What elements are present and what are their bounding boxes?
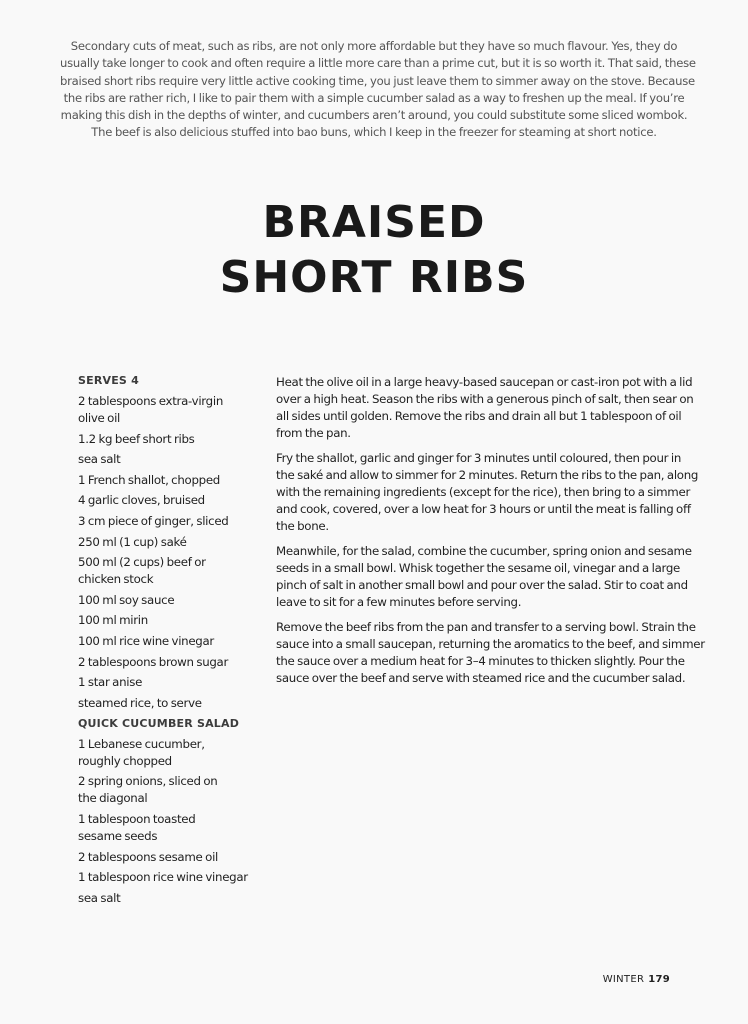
method-line: sauce into a small saucepan, returning the aromatics to the beef, and simmer xyxy=(276,637,705,651)
method-column xyxy=(276,374,705,695)
ingredient-line: 1 Lebanese cucumber, xyxy=(78,736,205,751)
ingredient-line: sea salt xyxy=(78,890,121,905)
ingredient-item xyxy=(78,869,258,886)
ingredient-list xyxy=(78,393,258,712)
method-line: and cook, covered, over a low heat for 3 hours or until the meat is falling off xyxy=(276,502,691,516)
ingredient-item xyxy=(78,633,258,650)
intro-line: braised short ribs require very little active cooking time, you just leave them to simmer away on the stove. Because xyxy=(60,73,695,88)
ingredient-item xyxy=(78,736,258,770)
ingredient-item xyxy=(78,849,258,866)
method-line: sauce over the beef and serve with steamed rice and the cucumber salad. xyxy=(276,671,686,685)
method-line: leave to sit for a few minutes before serving. xyxy=(276,595,522,609)
method-line: over a high heat. Season the ribs with a generous pinch of salt, then sear on xyxy=(276,392,694,406)
title-line: SHORT RIBS xyxy=(219,252,529,303)
ingredient-line: olive oil xyxy=(78,411,121,425)
ingredient-line: 2 spring onions, sliced on xyxy=(78,774,218,789)
ingredient-line: 1 tablespoon rice wine vinegar xyxy=(78,870,248,885)
method-line: the saké and allow to simmer for 2 minutes. Return the ribs to the pan, along xyxy=(276,468,699,482)
intro-paragraph xyxy=(60,38,696,142)
method-line: with the remaining ingredients (except for the rice), then bring to a simmer xyxy=(276,485,691,499)
ingredient-line: 250 ml (1 cup) saké xyxy=(78,534,187,549)
salad-heading: QUICK CUCUMBER SALAD xyxy=(78,716,240,730)
recipe-title xyxy=(0,195,748,305)
method-line: from the pan. xyxy=(276,426,351,440)
ingredient-item xyxy=(78,492,258,509)
footer-section: WINTER xyxy=(602,974,645,985)
ingredient-line: chicken stock xyxy=(78,572,154,587)
ingredient-item xyxy=(78,431,258,448)
page-number: 179 xyxy=(648,974,670,985)
ingredient-line: sea salt xyxy=(78,452,121,467)
ingredient-item xyxy=(78,890,258,907)
ingredient-line: 100 ml rice wine vinegar xyxy=(78,633,214,648)
method-line: Fry the shallot, garlic and ginger for 3 minutes until coloured, then pour in xyxy=(276,451,682,465)
title-line: BRAISED xyxy=(262,197,486,248)
method-line: Heat the olive oil in a large heavy-based saucepan or cast-iron pot with a lid xyxy=(276,375,693,389)
method-line: Meanwhile, for the salad, combine the cucumber, spring onion and sesame xyxy=(276,544,692,558)
ingredient-line: steamed rice, to serve xyxy=(78,695,202,710)
method-line: the sauce over a medium heat for 3–4 minutes to thicken slightly. Pour the xyxy=(276,654,685,668)
ingredient-line: 2 tablespoons extra-virgin xyxy=(78,394,223,408)
ingredient-line: 100 ml soy sauce xyxy=(78,592,175,607)
method-line: pinch of salt in another small bowl and pour over the salad. Stir to coat and xyxy=(276,578,688,592)
ingredient-item xyxy=(78,513,258,530)
ingredient-item xyxy=(78,612,258,629)
intro-line: the ribs are rather rich, I like to pair them with a simple cucumber salad as a way to freshen up the meal. If you’re xyxy=(63,90,685,105)
intro-line: usually take longer to cook and often require a little more care than a prime cut, but it is so worth it. That said, these xyxy=(60,56,696,71)
ingredient-line: the diagonal xyxy=(78,791,148,806)
ingredients-column xyxy=(78,373,258,910)
ingredient-line: 1.2 kg beef short ribs xyxy=(78,431,195,446)
method-line: the bone. xyxy=(276,519,329,533)
ingredient-item xyxy=(78,592,258,609)
serves-heading: SERVES 4 xyxy=(78,374,139,387)
salad-ingredient-list xyxy=(78,736,258,907)
ingredient-line: 100 ml mirin xyxy=(78,613,148,628)
ingredient-item xyxy=(78,554,258,588)
method-step xyxy=(276,543,692,611)
ingredient-line: 500 ml (2 cups) beef or xyxy=(78,555,206,570)
page-footer xyxy=(603,974,670,985)
ingredient-line: 1 French shallot, chopped xyxy=(78,472,220,487)
ingredient-line: 3 cm piece of ginger, sliced xyxy=(78,513,229,528)
ingredient-item xyxy=(78,695,258,712)
ingredient-line: 1 tablespoon toasted xyxy=(78,811,196,826)
ingredient-item xyxy=(78,393,258,427)
intro-line: making this dish in the depths of winter, and cucumbers aren’t around, you could substitute some sliced wombok. xyxy=(60,108,688,123)
ingredient-item xyxy=(78,674,258,691)
ingredient-item xyxy=(78,451,258,468)
intro-line: Secondary cuts of meat, such as ribs, are not only more affordable but they have so much flavour. Yes, they do xyxy=(70,39,678,53)
ingredient-line: 1 star anise xyxy=(78,675,143,690)
method-line: seeds in a small bowl. Whisk together the sesame oil, vinegar and a large xyxy=(276,561,681,575)
ingredient-item xyxy=(78,773,258,807)
ingredient-item xyxy=(78,654,258,671)
ingredient-item xyxy=(78,811,258,845)
ingredient-line: sesame seeds xyxy=(78,828,158,843)
ingredient-line: 4 garlic cloves, bruised xyxy=(78,493,205,508)
ingredient-line: roughly chopped xyxy=(78,753,172,768)
method-step xyxy=(276,374,694,442)
ingredient-line: 2 tablespoons brown sugar xyxy=(78,654,229,669)
ingredient-line: 2 tablespoons sesame oil xyxy=(78,849,219,864)
intro-line: The beef is also delicious stuffed into bao buns, which I keep in the freezer for steaming at short notice. xyxy=(91,125,657,140)
ingredient-item xyxy=(78,472,258,489)
method-line: all sides until golden. Remove the ribs and drain all but 1 tablespoon of oil xyxy=(276,409,682,423)
ingredient-item xyxy=(78,534,258,551)
method-step xyxy=(276,619,705,687)
method-step xyxy=(276,450,699,535)
method-line: Remove the beef ribs from the pan and transfer to a serving bowl. Strain the xyxy=(276,620,696,634)
